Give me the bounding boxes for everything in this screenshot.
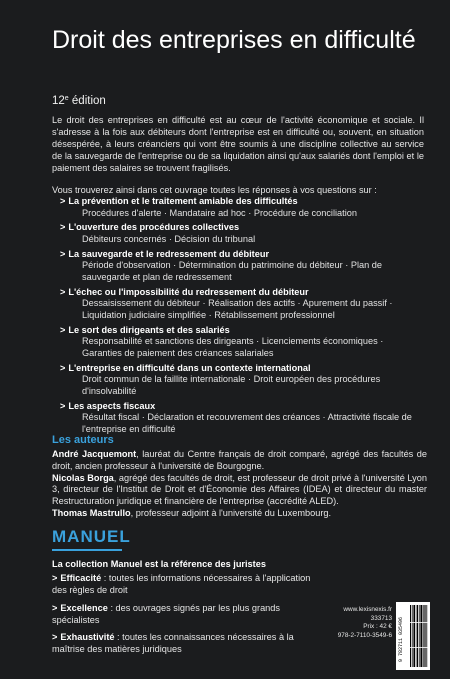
author-name: Thomas Mastrullo [52, 507, 131, 518]
logo-underline [52, 549, 122, 551]
collection-feature [52, 602, 312, 626]
author-entry [52, 508, 427, 520]
topic-title-text: La prévention et le traitement amiable des difficultés [68, 196, 298, 206]
collection-feature [52, 572, 312, 596]
arrow-right-icon: > [52, 573, 58, 584]
author-name: Nicolas Borga [52, 472, 114, 483]
edition-number: 12 [52, 95, 65, 107]
topic-item [60, 222, 425, 245]
topic-item [60, 196, 425, 219]
isbn-number: 978-2-7110-3549-6 [337, 631, 392, 639]
edition-superscript: e [64, 95, 69, 102]
arrow-right-icon: > [60, 324, 66, 335]
author-bio: , agrégé des facultés de droit, est professeur de droit privé à l'université Lyon 3, directeur de l'Institut de Droit et d'Économie des Affaires (IDEA) et directeur du master Restructuration juridique et financière de l'entreprise (accrédité ALED). [52, 472, 427, 507]
topic-detail: Procédures d'alerte · Mandataire ad hoc · Procédure de conciliation [82, 207, 357, 218]
topic-list [60, 196, 425, 439]
feature-text: : toutes les connaissances nécessaires à la maîtrise des matières juridiques [52, 632, 294, 655]
product-code: 333713 [370, 614, 392, 622]
price-label: Prix : 42 € [363, 623, 392, 631]
topic-detail: Résultat fiscal · Déclaration et recouvrement des créances · Attractivité fiscale de l'entreprise en difficulté [82, 412, 412, 435]
topic-title [60, 287, 425, 299]
topic-item [60, 401, 425, 436]
topic-title [60, 401, 425, 413]
topic-title-text: Les aspects fiscaux [68, 400, 156, 411]
feature-text: : toutes les informations nécessaires à l'application des règles de droit [52, 573, 311, 596]
feature-text: : des ouvrages signés par les plus grands spécialistes [52, 602, 280, 625]
barcode-graphic [396, 602, 430, 670]
intro-paragraph: Le droit des entreprises en difficulté est au cœur de l'activité économique et sociale. Il s'adresse à la fois aux débiteurs dont l'entreprise est en difficulté ou, souvent, en situation désespérée, à leurs créanciers qui vont être soumis à une discipline collective au service de la sauvegarde de l'entreprise ou de sa liquidation ainsi qu'aux salariés dont l'emploi et le paiement des salaires se trouvent fragilisés. [52, 115, 424, 174]
website-url: www.lexisnexis.fr [343, 606, 392, 613]
feature-label: Efficacité [60, 573, 102, 584]
topic-detail: Période d'observation · Détermination du patrimoine du débiteur · Plan de sauvegarde et plan de redressement [82, 260, 383, 282]
topic-title-text: L'ouverture des procédures collectives [68, 222, 240, 233]
author-bio: , professeur adjoint à l'université du Luxembourg. [130, 507, 332, 518]
topic-item [60, 249, 425, 284]
arrow-right-icon: > [60, 222, 66, 233]
arrow-right-icon: > [60, 286, 66, 297]
edition-label [52, 95, 106, 107]
topic-detail: Responsabilité et sanctions des dirigeants · Licenciements économiques · Garanties de paiement des créances salariales [82, 336, 384, 359]
arrow-right-icon: > [60, 248, 66, 259]
arrow-right-icon: > [60, 362, 66, 373]
feature-label: Excellence [60, 602, 108, 613]
topic-detail: Dessaisissement du débiteur · Réalisation des actifs · Apurement du passif · Liquidation judiciaire simplifiée · Rétablissement professionnel [82, 298, 393, 320]
topic-title [60, 196, 425, 208]
authors-heading: Les auteurs [52, 434, 114, 446]
arrow-right-icon: > [52, 602, 58, 613]
feature-label: Exhaustivité [60, 632, 115, 643]
topic-item [60, 287, 425, 322]
collection-heading: La collection Manuel est la référence des juristes [52, 559, 266, 569]
barcode-digits: 9 782711 035496 [398, 616, 404, 662]
lead-sentence: Vous trouverez ainsi dans cet ouvrage toutes les réponses à vos questions sur : [52, 185, 377, 195]
author-entry [52, 449, 427, 473]
collection-block [52, 558, 312, 660]
topic-title-text: Le sort des dirigeants et des salariés [68, 324, 230, 335]
author-entry [52, 473, 427, 508]
topic-title-text: La sauvegarde et le redressement du débiteur [68, 248, 270, 259]
author-name: André Jacquemont [52, 449, 137, 459]
topic-item [60, 363, 425, 398]
barcode [396, 602, 430, 670]
topic-title [60, 222, 425, 234]
book-title: Droit des entreprises en difficulté [52, 26, 416, 54]
topic-title [60, 363, 425, 375]
topic-title-text: L'entreprise en difficulté dans un contexte international [68, 362, 311, 373]
topic-title-text: L'échec ou l'impossibilité du redressement du débiteur [68, 286, 309, 297]
edition-word: édition [68, 95, 106, 107]
topic-detail: Débiteurs concernés · Décision du tribunal [82, 233, 256, 244]
barcode-bars [409, 605, 428, 667]
topic-item [60, 325, 425, 360]
publisher-meta [312, 606, 392, 640]
topic-title [60, 325, 425, 337]
arrow-right-icon: > [60, 196, 66, 206]
topic-detail: Droit commun de la faillite internationale · Droit européen des procédures d'insolvabilité [82, 374, 381, 397]
arrow-right-icon: > [52, 632, 58, 643]
topic-title [60, 249, 425, 261]
collection-logo: MANUEL [52, 527, 131, 546]
authors-section [52, 449, 427, 520]
arrow-right-icon: > [60, 400, 66, 411]
collection-feature [52, 631, 312, 655]
author-bio: , lauréat du Centre français de droit comparé, agrégé des facultés de droit, ancien professeur à l'université de Bourgogne. [52, 449, 427, 471]
